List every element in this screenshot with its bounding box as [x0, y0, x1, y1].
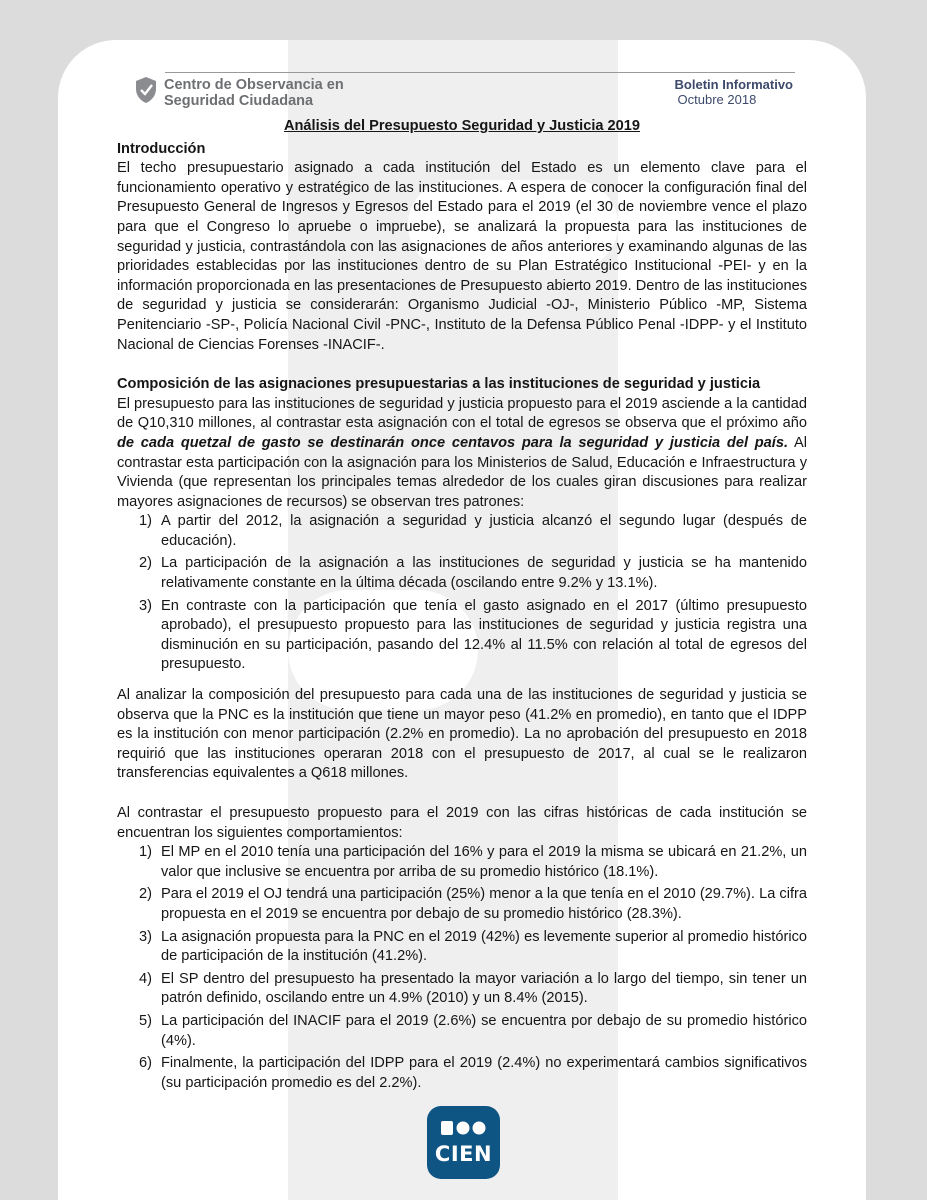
list-item: 3) La asignación propuesta para la PNC en el 2019 (42%) es levemente superior al promedio histórico de participación de la institución (41.2%). [139, 928, 807, 965]
composition-heading: Composición de las asignaciones presupuestarias a las instituciones de seguridad y justicia [117, 376, 761, 393]
patterns-list [117, 512, 807, 675]
bulletin-date: Octubre 2018 [677, 92, 757, 107]
list-item: 3) En contraste con la participación que tenía el gasto asignado en el 2017 (último presupuesto aprobado), el presupuesto propuesto para las instituciones de seguridad y justicia registra una disminución en su participación, pasando del 12.4% al 11.5% con relación al total de egresos del presupuesto. [139, 597, 807, 673]
logo-text: CIEN [434, 1142, 493, 1166]
history-intro-paragraph: Al contrastar el presupuesto propuesto para el 2019 con las cifras históricas de cada institución se encuentran los siguientes comportamientos: [117, 805, 807, 841]
org-line-2: Seguridad Ciudadana [164, 93, 314, 109]
list-item: 5) La participación del INACIF para el 2019 (2.6%) se encuentra por debajo de su promedio histórico (4%). [139, 1012, 807, 1049]
list-item: 1) A partir del 2012, la asignación a seguridad y justicia alcanzó el segundo lugar (después de educación). [139, 513, 807, 549]
composition-emphasis: de cada quetzal de gasto se destinarán once centavos para la seguridad y justicia del país. [117, 434, 789, 451]
page-title: Análisis del Presupuesto Seguridad y Justicia 2019 [283, 118, 641, 134]
list-item: 1) El MP en el 2010 tenía una participación del 16% y para el 2019 la misma se ubicará en 21.2%, un valor que inclusive se encuentra por arriba de su promedio histórico (18.1%). [139, 844, 807, 880]
shield-icon [135, 76, 157, 104]
logo-dots-icon [441, 1121, 487, 1135]
analysis-paragraph: Al analizar la composición del presupuesto para cada una de las instituciones de seguridad y justicia se observa que la PNC es la institución que tiene un mayor peso (41.2% en promedio), en tanto que el IDPP es la institución con menor participación (2.2% en promedio). La no aprobación del presupuesto en 2018 requirió que las instituciones operaran 2018 con el presupuesto de 2017, al cual se le realizaron transferencias equivalentes a Q618 millones. [117, 687, 807, 782]
list-item: 2) La participación de la asignación a las instituciones de seguridad y justicia se ha mantenido relativamente constante en la última década (oscilando entre 9.2% y 13.1%). [139, 555, 807, 592]
intro-paragraph: El techo presupuestario asignado a cada institución del Estado es un elemento clave para el funcionamiento operativo y estratégico de las instituciones. A espera de conocer la configuración final del Presupuesto General de Ingresos y Egresos del Estado para el 2019 (el 30 de noviembre vence el plazo para que el Congreso lo apruebe o impruebe), se analizará la propuesta para las instituciones de seguridad y justicia, contrastándola con las asignaciones de años anteriores y examinando algunas de las prioridades establecidas por las instituciones dentro de su Plan Estratégico Institucional -PEI- y en la información proporcionada en las presentaciones de Presupuesto abierto 2019. Dentro de las instituciones de seguridad y justicia se considerarán: Organismo Judicial -OJ-, Ministerio Público -MP, Sistema Penitenciario -SP-, Policía Nacional Civil -PNC-, Instituto de la Defensa Público Penal -IDPP- y el Instituto Nacional de Ciencias Forenses -INACIF-. [117, 160, 807, 353]
org-line-1: Centro de Observancia en [164, 77, 344, 93]
header-divider [165, 72, 795, 73]
composition-paragraph [117, 395, 807, 513]
cien-logo [427, 1106, 500, 1179]
composition-text-end: Al contrastar esta participación con la asignación para los Ministerios de Salud, Educación e Infraestructura y Vivienda (que representan los principales temas alrededor de los cuales giran discusiones para realizar mayores asignaciones de recursos) se observan tres patrones: [117, 434, 807, 510]
page-header [135, 72, 795, 112]
list-item: 4) El SP dentro del presupuesto ha presentado la mayor variación a lo largo del tiempo, sin tener un patrón definido, oscilando entre un 4.9% (2010) y un 8.4% (2015). [139, 970, 807, 1007]
behaviors-list [117, 843, 807, 1093]
list-item: 2) Para el 2019 el OJ tendrá una participación (25%) menor a la que tenía en el 2010 (29.7%). La cifra propuesta en el 2019 se encuentra por debajo de su promedio histórico (28.3%). [139, 886, 807, 922]
organization-name [164, 77, 344, 109]
list-item: 6) Finalmente, la participación del IDPP para el 2019 (2.4%) no experimentará cambios significativos (su participación promedio es del 2.2%). [139, 1055, 807, 1091]
composition-text-start: El presupuesto para las instituciones de seguridad y justicia propuesto para el 2019 asciende a la cantidad de Q10,310 millones, al contrastar esta asignación con el total de egresos se observa que el próximo año [117, 395, 807, 432]
bulletin-info [675, 77, 793, 107]
bulletin-title: Boletin Informativo [674, 77, 793, 92]
intro-heading: Introducción [117, 140, 206, 157]
document-body [117, 117, 807, 1096]
